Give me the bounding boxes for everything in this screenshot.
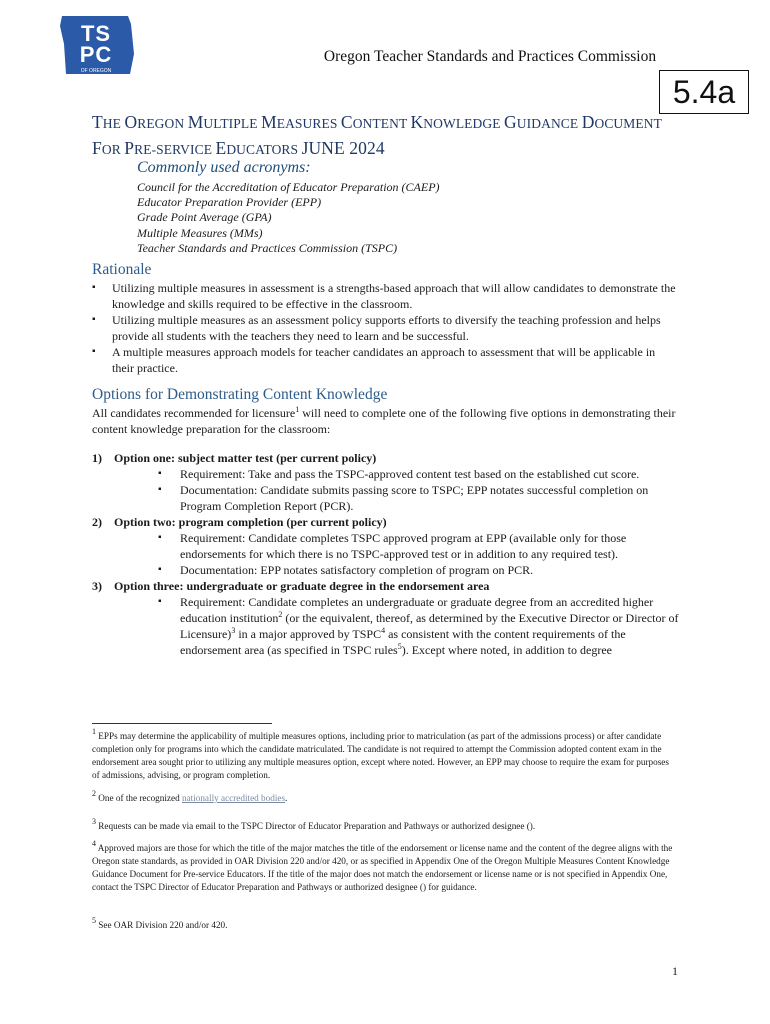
option-subitem	[158, 594, 682, 658]
footnote-number: 5	[92, 916, 96, 925]
footnote-2	[92, 789, 677, 805]
option-subitem-text: Requirement: Candidate completes an undergraduate or graduate degree from an accredited higher education institution	[180, 595, 654, 625]
acronym-item: Council for the Accreditation of Educator Preparation (CAEP)	[137, 180, 440, 194]
footnote-text: EPPs may determine the applicability of multiple measures options, including prior to matriculation (as part of the admissions process) or after candidate completion only for programs into which the candidate matriculated. The candidate is not required to attempt the Commission adopted content exam in the endorsement area sought prior to utilizing any multiple measures option, except where noted. However, an EPP may choose to require the exam for purposes of admissions, advising, or program completion.	[92, 731, 669, 780]
bullet-icon: ▪	[158, 564, 162, 575]
title-line-1	[92, 110, 692, 136]
footnote-5	[92, 916, 677, 932]
logo-caption: OF OREGON	[80, 68, 112, 74]
footnote-ref-2[interactable]: 2	[278, 610, 283, 619]
rationale-text: A multiple measures approach models for teacher candidates an approach to assessment that will be applicable in their practice.	[112, 345, 656, 375]
option-subitem	[158, 562, 682, 578]
option-subitem	[158, 466, 682, 482]
title-segment: M	[187, 112, 204, 132]
title-segment: M	[261, 112, 277, 132]
option-subitem-text: Requirement: Take and pass the TSPC-approved content test based on the established cut score.	[180, 467, 640, 481]
title-segment: DUCATORS	[226, 142, 302, 157]
option-subitem-text: as consistent with the content requirements of the endorsement area (as specified in TSPC rules	[180, 627, 626, 657]
rationale-heading: Rationale	[92, 261, 152, 278]
acronym-item: Multiple Measures (MMs)	[137, 225, 263, 240]
bullet-icon: ▪	[92, 314, 96, 325]
acronym-item: Educator Preparation Provider (EPP)	[137, 195, 322, 210]
option-sublist	[114, 530, 682, 578]
option-item	[92, 450, 682, 514]
options-heading: Options for Demonstrating Content Knowledge	[92, 386, 388, 403]
option-sublist	[114, 466, 682, 514]
header-organization: Oregon Teacher Standards and Practices Commission	[323, 48, 657, 65]
title-segment: HE	[102, 116, 125, 131]
option-item	[92, 514, 682, 578]
acronym-item: Grade Point Average (GPA)	[137, 210, 272, 225]
footnote-text: One of the recognized	[98, 793, 182, 803]
option-number: 1)	[92, 451, 102, 465]
footnote-text: .	[285, 793, 288, 803]
logo-letters-bottom: PC	[79, 42, 113, 67]
title-segment: O	[124, 112, 138, 132]
options-intro	[92, 405, 682, 437]
title-segment: NOWLEDGE	[423, 116, 505, 131]
acronyms-list	[137, 180, 440, 256]
footnote-ref-4[interactable]: 4	[381, 626, 386, 635]
option-sublist	[114, 594, 682, 658]
option-subitem-text: Documentation: Candidate submits passing score to TSPC; EPP notates successful completion on Program Completion Report (PCR).	[180, 483, 649, 513]
footnote-ref-1[interactable]: 1	[295, 405, 300, 414]
option-subitem-text: Requirement: Candidate completes TSPC approved program at EPP (available only for those endorsements for which there is no TSPC-approved test or in addition to any required test).	[180, 531, 627, 561]
title-segment: RE-SERVICE	[134, 142, 216, 157]
title-segment: C	[340, 112, 353, 132]
rationale-item	[92, 344, 677, 376]
intro-text-start: All candidates recommended for licensure	[92, 406, 296, 420]
option-number: 3)	[92, 579, 102, 593]
document-number-box: 5.4a	[659, 70, 749, 114]
footnote-number: 4	[92, 839, 96, 848]
option-title: Option two: program completion (per current policy)	[114, 515, 387, 529]
footnote-number: 3	[92, 817, 96, 826]
options-list	[92, 450, 682, 658]
option-subitem-text: (or the equivalent, thereof, as determined by the Executive Director or Director of Licensure)	[180, 611, 679, 641]
title-segment: K	[410, 112, 424, 132]
option-item	[92, 578, 682, 658]
title-segment: D	[581, 112, 595, 132]
title-segment: OR	[101, 142, 125, 157]
option-subitem	[158, 530, 682, 562]
bullet-icon: ▪	[158, 484, 162, 495]
intro-text-end: will need to complete one of the following five options in demonstrating their content knowledge preparation for the classroom:	[92, 406, 676, 436]
footnote-text: Approved majors are those for which the title of the major matches the title of the endorsement or license name and the content of the degree aligns with the Oregon state standards, as provided in OAR Division 220 and/or 420, or as specified in Appendix One of the Oregon Multiple Measures Content Knowledge Guidance Document for Pre-service Educators. If the title of the major does not match the endorsement or license name or is not specified in Appendix One, contact the TSPC Director of Educator Preparation and Pathways or authorized designee () for guidance.	[92, 843, 673, 892]
bullet-icon: ▪	[158, 468, 162, 479]
accredited-bodies-link[interactable]: nationally accredited bodies	[181, 793, 286, 803]
title-segment: UIDANCE	[516, 116, 582, 131]
title-segment: EASURES	[276, 116, 341, 131]
title-segment: F	[92, 138, 102, 158]
footnote-number: 1	[92, 727, 96, 736]
title-segment: P	[124, 138, 135, 158]
option-subitem	[158, 482, 682, 514]
footnote-4	[92, 839, 677, 894]
footnote-3	[92, 817, 677, 833]
title-segment: ULTIPLE	[203, 116, 262, 131]
option-number: 2)	[92, 515, 102, 529]
footnote-separator	[92, 723, 272, 724]
footnote-text: See OAR Division 220 and/or 420.	[98, 920, 228, 930]
footnote-text: Requests can be made via email to the TSPC Director of Educator Preparation and Pathways or authorized designee ().	[98, 821, 536, 831]
footnote-1	[92, 727, 677, 782]
option-subitem-text: ). Except where noted, in addition to degree	[401, 643, 612, 657]
bullet-icon: ▪	[92, 282, 96, 293]
rationale-text: Utilizing multiple measures as an assessment policy supports efforts to diversify the teaching profession and helps provide all students with the teachers they need to learn and be successful.	[112, 313, 661, 343]
document-title	[92, 110, 692, 162]
rationale-text: Utilizing multiple measures in assessment is a strengths-based approach that will allow candidates to demonstrate the knowledge and skills required to be effective in the classroom.	[112, 281, 676, 311]
rationale-item	[92, 312, 677, 344]
title-segment: JUNE 2024	[301, 138, 385, 158]
title-segment: REGON	[137, 116, 188, 131]
option-title: Option one: subject matter test (per current policy)	[114, 451, 377, 465]
title-segment: OCUMENT	[594, 116, 662, 131]
acronyms-heading: Commonly used acronyms:	[137, 159, 311, 176]
title-segment: T	[92, 112, 103, 132]
option-subitem-text: in a major approved by TSPC	[235, 627, 382, 641]
bullet-icon: ▪	[92, 346, 96, 357]
title-segment: ONTENT	[352, 116, 411, 131]
acronym-item: Teacher Standards and Practices Commission (TSPC)	[137, 240, 398, 255]
bullet-icon: ▪	[158, 532, 162, 543]
rationale-list	[92, 280, 677, 376]
footnote-ref-5[interactable]: 5	[397, 642, 402, 651]
rationale-item	[92, 280, 677, 312]
page-number: 1	[672, 964, 678, 978]
tspc-logo	[58, 14, 136, 76]
footnote-ref-3[interactable]: 3	[231, 626, 236, 635]
title-segment: E	[215, 138, 227, 158]
bullet-icon: ▪	[158, 596, 162, 607]
option-title: Option three: undergraduate or graduate degree in the endorsement area	[114, 579, 490, 593]
title-segment: G	[504, 112, 517, 132]
footnote-number: 2	[92, 789, 96, 798]
option-subitem-text: Documentation: EPP notates satisfactory completion of program on PCR.	[180, 563, 534, 577]
logo-letters-top: TS	[80, 21, 112, 46]
